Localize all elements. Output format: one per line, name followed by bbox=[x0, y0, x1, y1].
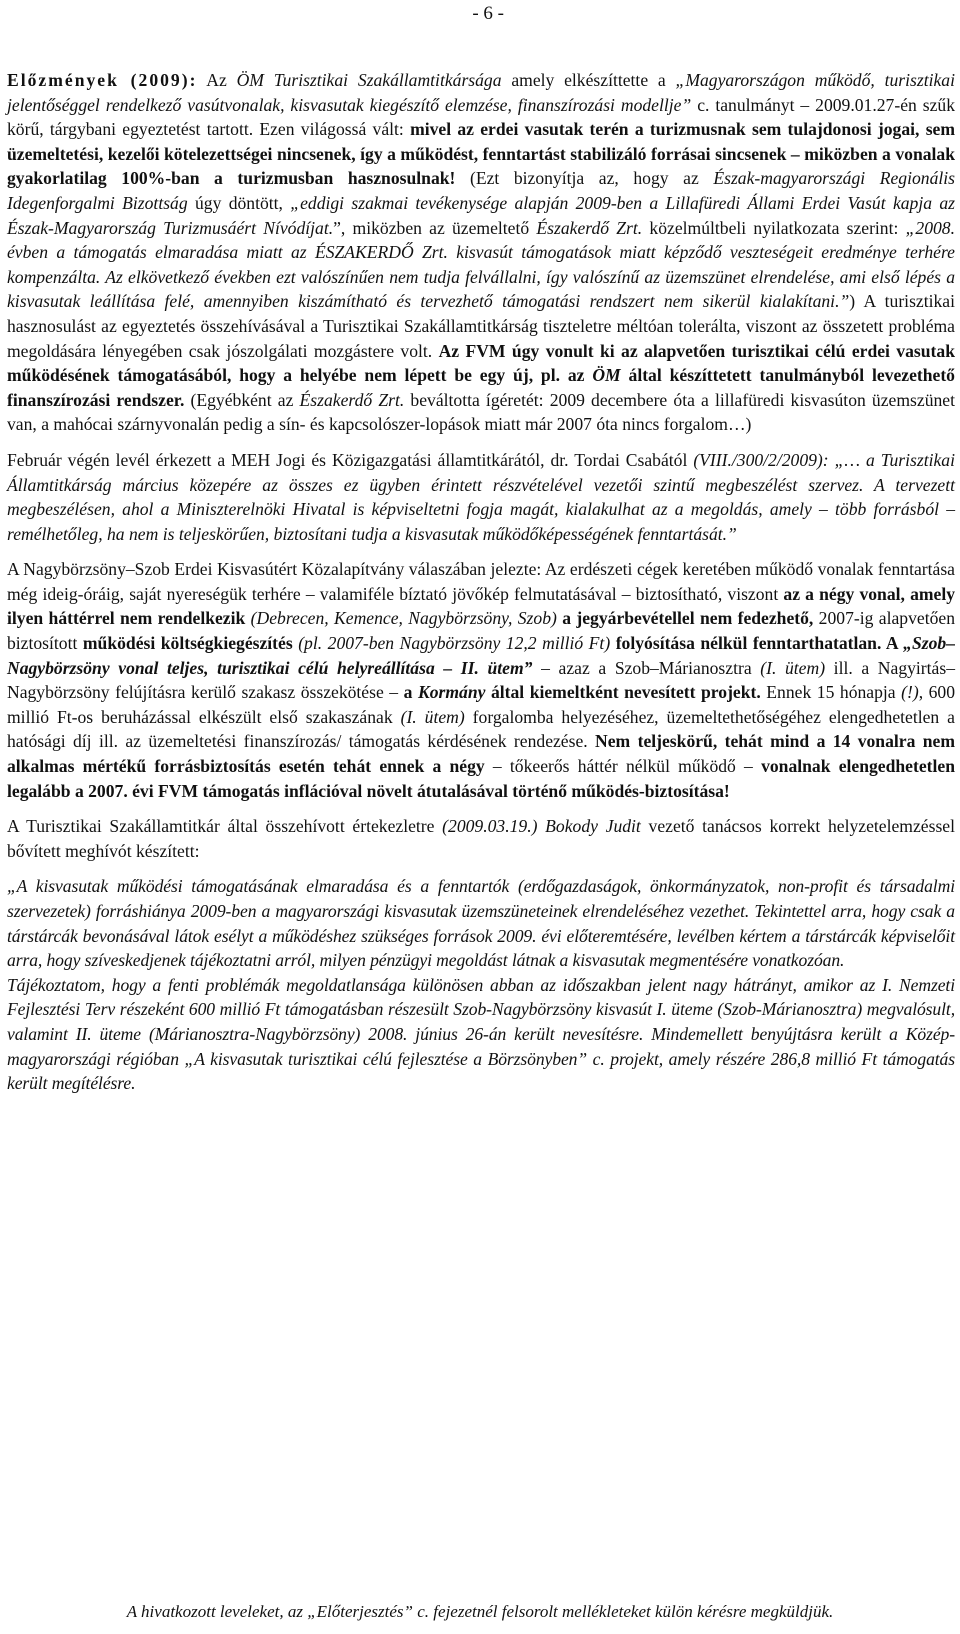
text-run-italic: ÖM Turisztikai Szakállamtitkársága bbox=[236, 70, 502, 90]
text-run-italic: (pl. 2007-ben Nagybörzsöny 12,2 millió Ft) bbox=[292, 633, 616, 654]
text-run: – azaz a Szob–Márianosztra bbox=[532, 657, 761, 678]
text-run: úgy döntött, bbox=[187, 192, 291, 213]
operator-statement-quote: „2008. évben a támogatás elmaradása miatt az ÉSZAKERDŐ Zrt. kisvasút támogatások miatt képződő veszteségeit eredménye terhére kompenzálta. Az elkövetkező években ezt valószínűen nem tudja felvállalni, így valószínű az üzemszünet elrendelése, ami első lépés a kisvasutak leállítása felé, amennyiben kiszámítható és tervezhető támogatási rendszert nem sikerül kialakítani.” bbox=[7, 217, 955, 312]
project-title: „Szob–Nagybörzsöny vonal teljes, turisztikai célú helyreállítása – II. ütem” bbox=[7, 633, 955, 678]
text-run: beváltotta ígéretét: 2009 decembere óta a lillafüredi kisvasúton üzemszünet van, a mahócai szárnyvonalán pedig a sín- és kapcsolószer-lopások miatt már 2007 óta nincs forgalom…) bbox=[7, 389, 955, 435]
text-run-bold: működési költségkiegészítés bbox=[82, 633, 293, 654]
text-run-italic: (Debrecen, Kemence, Nagybörzsöny, Szob) bbox=[245, 608, 563, 629]
text-run: 2007-ig alapvetően biztosított bbox=[7, 608, 955, 654]
text-run-bold-italic: ÖM bbox=[592, 365, 621, 386]
text-run: A Nagybörzsöny–Szob Erdei Kisvasútért Közalapítvány válaszában jelezte: Az erdészeti cégek keretében működő vonalak fenntartása még ideig-óráig, saját nyereségük terhére – valamiféle bíztató jövőkép felmutatásával – biztosítható, viszont bbox=[7, 559, 955, 604]
text-run-bold-italic: Kormány bbox=[417, 682, 486, 703]
page-number: - 6 - bbox=[472, 3, 504, 24]
text-run-bold: a jegyárbevétellel nem fedezhető, bbox=[562, 608, 814, 629]
invitation-quote: Tájékoztatom, hogy a fenti problémák megoldatlansága különösen abban az időszakban jelent nagy hátrányt, amikor az I. Nemzeti Fejlesztési Terv részeként 600 millió Ft támogatásban részesült Szob-Nagybörzsöny kisvasút I. üteme (Szob-Márianosztra) megvalósult, valamint II. üteme (Márianosztra-Nagybörzsöny) 2008. június 26-án került nevesítésre. Mindemellett benyújtásra került a Közép-magyarországi régióban „A kisvasutak turisztikai célú fejlesztése a Börzsönyben” c. projekt, amely részére 286,8 millió Ft támogatás került megítélésre. bbox=[7, 974, 955, 1094]
text-run-bold: által kiemeltként nevesített projekt. bbox=[485, 682, 761, 703]
paragraph-invitation-quote-1 bbox=[7, 874, 955, 972]
text-run-italic: (I. ütem) bbox=[760, 657, 826, 678]
section-heading: Előzmények (2009): bbox=[7, 70, 198, 90]
text-run: vezető tanácsos korrekt helyzetelemzéssel bővített meghívót készített: bbox=[7, 816, 955, 861]
text-run: ) A turisztikai hasznosulást az egyeztetés összehívásával a Turisztikai Szakállamtitkárság tiszteletre méltóan tolerálta, viszont az összetett probléma megoldására lényegében csak jószolgálati mozgástere volt. bbox=[7, 291, 955, 361]
text-run: – tőkeerős háttér nélkül működő – bbox=[484, 756, 762, 777]
text-run-italic: Északerdő Zrt. bbox=[299, 389, 405, 410]
text-run-bold: folyósítása nélkül fenntarthatatlan. A bbox=[615, 633, 904, 654]
text-run: ill. a Nagyirtás–Nagybörzsöny felújításra kerülő szakasz összekötése – bbox=[7, 657, 956, 703]
text-run-bold: az a négy vonal, amely ilyen háttérrel nem rendelkezik bbox=[7, 583, 956, 629]
paragraph-foundation-reply bbox=[7, 557, 955, 803]
paragraph-invitation-quote-2 bbox=[7, 973, 955, 1096]
footer-note: A hivatkozott leveleket, az „Előterjesztés” c. fejezetnél felsorolt mellékleteket külön kérésre megküldjük. bbox=[126, 1602, 834, 1621]
text-run: A Turisztikai Szakállamtitkár által összehívott értekezletre bbox=[7, 816, 443, 837]
text-run: amely elkészíttette a bbox=[501, 70, 676, 90]
paragraph-meeting-invitation bbox=[7, 814, 955, 863]
text-run: közelmúltbeli nyilatkozata szerint: bbox=[642, 217, 906, 238]
text-run-bold: a bbox=[403, 682, 418, 703]
invitation-quote: „A kisvasutak működési támogatásának elmaradása és a fenntartók (erdőgazdaságok, önkormányzatok, non-profit és társadalmi szervezetek) forráshiánya 2009-ben a magyarországi kisvasutak üzemszüneteinek elrendeléséhez vezethet. Tekintettel arra, hogy csak a társtárcák bevonásával látok esélyt a működéshez szükséges források 2009. évi előteremtésére, levélben kértem a társtárcák képviselőit arra, hogy szíveskedjenek tájékoztatni arról, milyen pénzügyi megoldást látnak a kisvasutak megmentésére vonatkozóan. bbox=[7, 876, 955, 971]
text-run-italic: Északerdő Zrt. bbox=[536, 217, 643, 238]
text-run: c. tanulmányt – 2009.01.27-én szűk körű, tárgybani egyeztetést tartott. Ezen világossá vált: bbox=[7, 94, 955, 140]
text-run: (Ezt bizonyítja az, hogy az bbox=[455, 168, 714, 189]
text-run: Ennek 15 hónapja bbox=[760, 682, 902, 703]
study-title: „Magyarországon működő, turisztikai jelentőséggel rendelkező vasútvonalak, kisvasutak kiegészítő elemzése, finanszírozási modellje” bbox=[7, 70, 955, 115]
text-run: (Egyébként az bbox=[184, 389, 300, 410]
text-run-bold: által készíttetett tanulmányból levezethető finanszírozási rendszer. bbox=[7, 365, 955, 410]
text-run-bold: vonalnak elengedhetetlen legalább a 2007. évi FVM támogatás inflációval növelt átutalásával történő működés-biztosítása! bbox=[7, 756, 955, 801]
text-run: Az bbox=[197, 70, 237, 90]
text-run: , 600 millió Ft-os beruházással elkészült első szakaszának bbox=[7, 682, 955, 727]
text-run: Február végén levél érkezett a MEH Jogi és Közigazgatási államtitkárától, dr. Tordai Csabától bbox=[7, 449, 694, 470]
text-run-italic: (I. ütem) bbox=[400, 706, 465, 727]
paragraph-background-2009 bbox=[7, 68, 955, 437]
text-run-italic: (2009.03.19.) Bokody Judit bbox=[442, 816, 641, 837]
text-run-italic: Észak-magyarországi Regionális Idegenforgalmi Bizottság bbox=[7, 168, 955, 213]
text-run: forgalomba helyezéséhez, üzemeltethetőségéhez elengedhetetlen a hatósági díj ill. az üzemeltetési finanszírozás/ támogatás kérdésének rendezése. bbox=[7, 706, 955, 752]
text-run-bold: Az FVM úgy vonult ki az alapvetően turisztikai célú erdei vasutak működésének támogatásából, hogy a helyébe nem lépett be egy új, pl. az bbox=[7, 340, 955, 386]
text-run-bold: mivel az erdei vasutak terén a turizmusnak sem tulajdonosi jogai, sem üzemeltetési, kezelői kötelezettségei nincsenek, így a működést, fenntartást stabilizáló forrásai sincsenek – miközben a vonalak gyakorlatilag 100%-ban a turizmusban hasznosulnak! bbox=[7, 119, 955, 189]
text-run: ”, miközben az üzemeltető bbox=[333, 217, 537, 238]
text-run-bold: Nem teljeskörű, tehát mind a 14 vonalra nem alkalmas mértékű forrásbiztosítás esetén tehát ennek a négy bbox=[7, 731, 955, 777]
document-body bbox=[7, 68, 955, 1107]
paragraph-meh-letter bbox=[7, 448, 955, 546]
text-run-italic: (!) bbox=[901, 682, 919, 703]
meh-letter-quote: (VIII./300/2/2009): „… a Turisztikai Államtitkárság március közepére az összes ez ügyben érintett részvételével vezetői szintű megbeszélést szervez. A tervezett megbeszélésen, ahol a Miniszterelnöki Hivatal is képviseltetni fogja magát, kialakulhat az a megoldás, amely – több forrásból – remélhetőleg, ha nem is teljeskörűen, biztosítani tudja a kisvasutak működőképességének fenntartását.” bbox=[7, 449, 955, 544]
award-quote: „eddigi szakmai tevékenysége alapján 2009-ben a Lillafüredi Állami Erdei Vasút kapja az Észak-Magyarország Turizmusáért Nívódíjat. bbox=[7, 192, 956, 238]
